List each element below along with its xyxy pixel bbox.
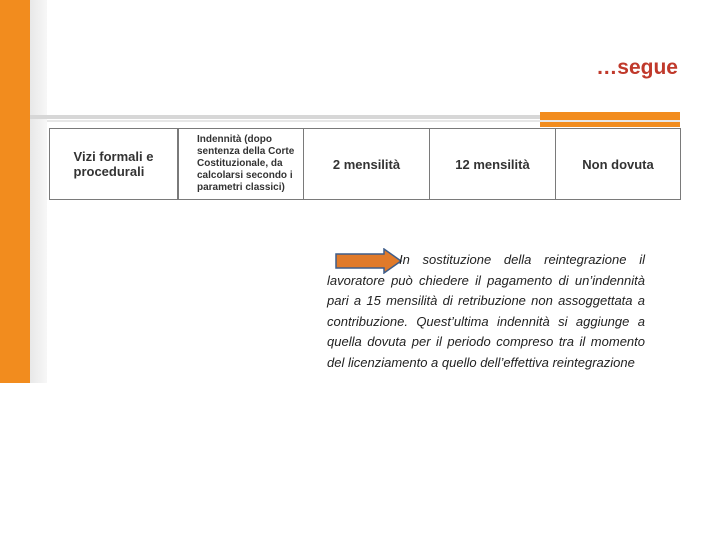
table-cell-category [50,129,178,199]
table-cell-col-b [430,129,556,199]
left-bar-shadow [30,0,47,383]
table-cell-col-a [304,129,430,199]
category-label: Vizi formali e procedurali [73,149,154,179]
sanctions-table [49,128,681,200]
col-c-value: Non dovuta [582,156,654,172]
header-rule-grey [30,115,540,119]
left-accent-bar [0,0,30,383]
table-cell-criterion [178,129,304,199]
slide-title: …segue [596,56,678,79]
table-cell-col-c [556,129,680,199]
header-rule-thin [47,120,680,122]
col-b-value: 12 mensilità [455,156,530,172]
note-paragraph: In sostituzione della reintegrazione il lavoratore può chiedere il pagamento di un’indennità pari a 15 mensilità di retribuzione non assoggettata a contribuzione. Quest’ultima indennità si aggiunge a quella dovuta per il periodo compreso tra il momento del licenziamento a quello dell’effettiva reintegrazione [327,252,645,370]
col-a-value: 2 mensilità [332,156,401,172]
criterion-label: Indennità (dopo sentenza della Corte Costituzionale, da calcolarsi secondo i parametri classici) [197,134,295,193]
